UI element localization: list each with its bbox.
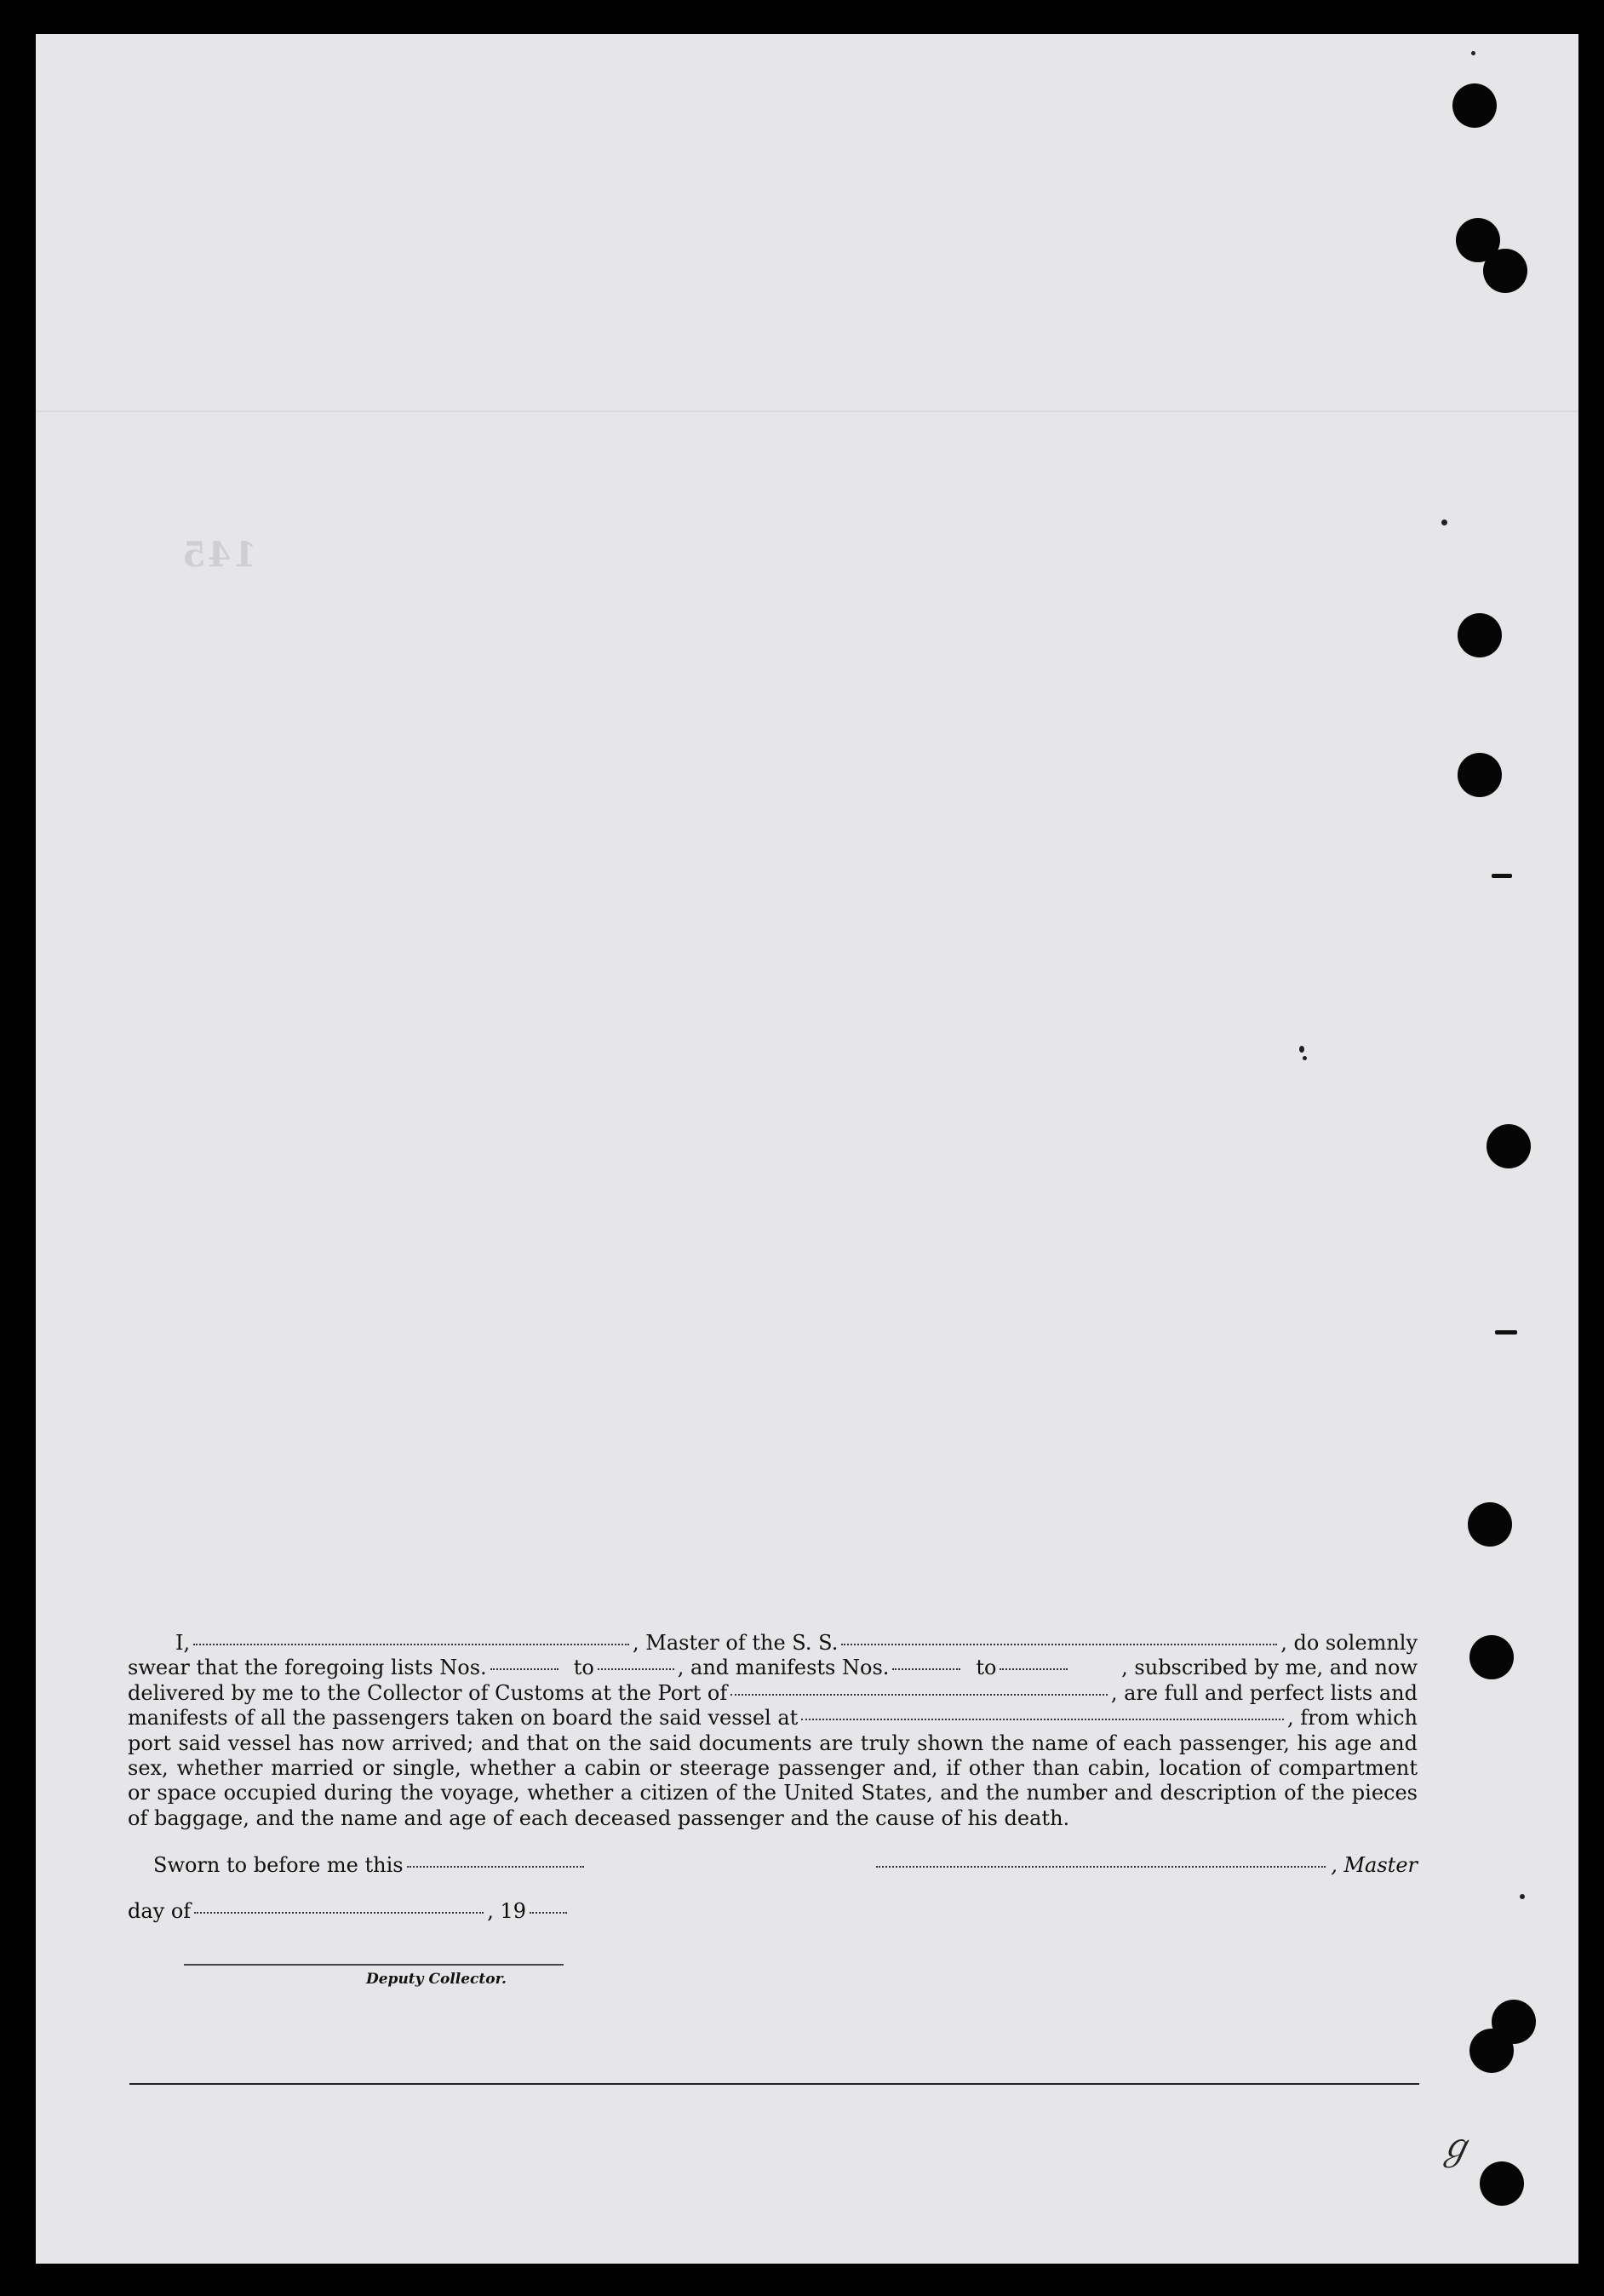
oath-text: manifests of all the passengers taken on board the said vessel at	[128, 1706, 799, 1731]
speck-5	[1471, 51, 1475, 55]
sworn-text: Sworn to before me this	[153, 1853, 404, 1877]
oath-paragraph	[128, 1631, 1418, 1831]
punch-hole-8	[1469, 1635, 1514, 1679]
punch-hole-5	[1458, 753, 1502, 797]
punch-hole-6	[1487, 1124, 1531, 1168]
oath-line-1	[128, 1631, 1418, 1656]
oath-text: I,	[175, 1631, 191, 1655]
month-field[interactable]	[194, 1912, 484, 1914]
lists-from-field[interactable]	[490, 1668, 559, 1670]
master-name-field[interactable]	[193, 1644, 629, 1645]
oath-line-6: sex, whether married or single, whether a cabin or steerage passenger and, if other than cabin, location of compartment	[128, 1756, 1418, 1781]
oath-line-7: or space occupied during the voyage, whether a citizen of the United States, and the number and description of the pieces	[128, 1781, 1418, 1805]
handwritten-mark: ℊ	[1437, 2126, 1474, 2167]
year-field[interactable]	[530, 1912, 567, 1914]
port-field[interactable]	[730, 1694, 1108, 1696]
edge-mark-2	[1495, 1330, 1517, 1335]
fold-line	[36, 410, 1578, 412]
year-prefix: , 19	[487, 1899, 526, 1923]
sworn-date-field[interactable]	[407, 1866, 584, 1868]
faint-page-number: 145	[180, 535, 257, 575]
punch-hole-10	[1469, 2029, 1514, 2073]
oath-text: to	[976, 1656, 997, 1680]
oath-text: delivered by me to the Collector of Customs at the Port of	[128, 1680, 728, 1705]
punch-hole-3	[1483, 249, 1527, 293]
bottom-rule	[129, 2083, 1419, 2085]
manifests-to-field[interactable]	[1000, 1668, 1068, 1670]
oath-text: , are full and perfect lists and	[1110, 1680, 1418, 1705]
speck-3	[1303, 1056, 1307, 1060]
oath-line-4	[128, 1706, 1418, 1731]
oath-line-3	[128, 1681, 1418, 1706]
oath-line-5: port said vessel has now arrived; and that on the said documents are truly shown the name of each passenger, his age and	[128, 1731, 1418, 1755]
speck-4	[1520, 1894, 1525, 1899]
master-signature-field[interactable]	[876, 1866, 1326, 1868]
oath-text: , do solemnly	[1280, 1631, 1418, 1655]
manifests-from-field[interactable]	[892, 1668, 960, 1670]
master-comma: , Master	[1331, 1853, 1418, 1877]
deputy-collector-label: Deputy Collector.	[366, 1971, 507, 1988]
oath-text: , Master of the S. S.	[632, 1631, 839, 1655]
oath-text: , from which	[1286, 1706, 1418, 1731]
day-of-row	[128, 1899, 570, 1923]
day-of-text: day of	[128, 1899, 192, 1923]
oath-line-2	[128, 1656, 1418, 1680]
punch-hole-11	[1480, 2161, 1524, 2206]
edge-mark-1	[1492, 874, 1512, 878]
master-signature	[873, 1853, 1418, 1877]
oath-text: , and manifests Nos.	[677, 1656, 890, 1680]
form-sheet	[36, 34, 1578, 2264]
deputy-signature-line[interactable]	[184, 1964, 564, 1966]
oath-text: swear that the foregoing lists Nos.	[128, 1656, 487, 1680]
embarkation-port-field[interactable]	[801, 1719, 1284, 1720]
speck-2	[1299, 1046, 1304, 1053]
vessel-name-field[interactable]	[841, 1644, 1277, 1645]
oath-line-8: of baggage, and the name and age of each deceased passenger and the cause of his death.	[128, 1805, 1070, 1830]
punch-hole-7	[1468, 1502, 1512, 1547]
oath-text: to	[573, 1656, 594, 1680]
oath-text: , subscribed by me, and now	[1121, 1656, 1418, 1680]
lists-to-field[interactable]	[598, 1668, 674, 1670]
punch-hole-1	[1452, 83, 1497, 128]
punch-hole-4	[1458, 613, 1502, 657]
speck-1	[1441, 519, 1447, 525]
